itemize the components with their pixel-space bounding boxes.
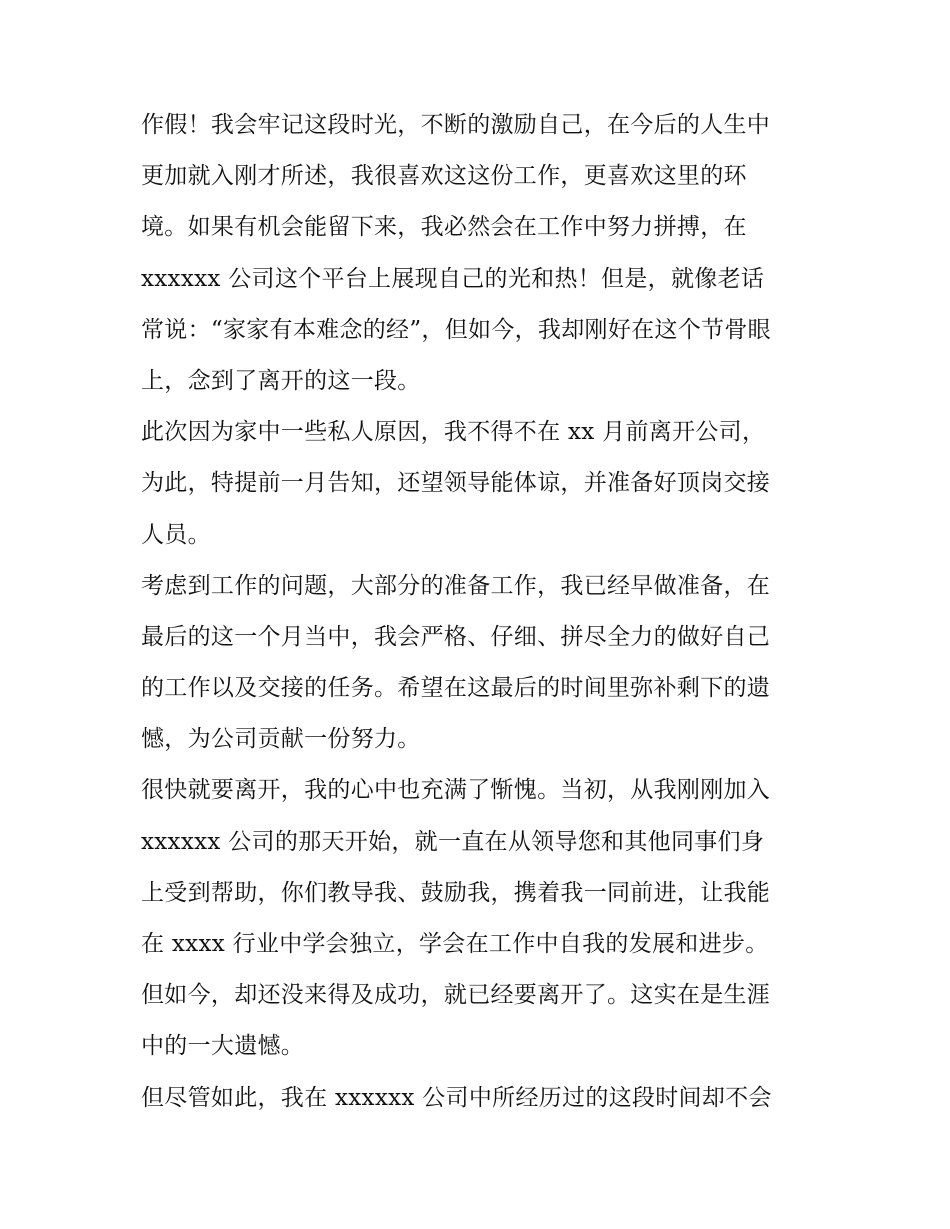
text-line-13: 憾，为公司贡献一份努力。 xyxy=(141,726,421,753)
text-line-2: 更加就入刚才所述，我很喜欢这这份工作，更喜欢这里的环 xyxy=(141,163,747,190)
text-line-3: 境。如果有机会能留下来，我必然会在工作中努力拼搏，在 xyxy=(141,214,747,241)
text-line-5: 常说：“家家有本难念的经”，但如今，我却刚好在这个节骨眼 xyxy=(141,316,771,343)
text-line-8: 为此，特提前一月告知，还望领导能体谅，并准备好顶岗交接 xyxy=(141,470,771,497)
text-line-11: 最后的这一个月当中，我会严格、仔细、拼尽全力的做好自己 xyxy=(141,623,771,650)
text-line-7: 此次因为家中一些私人原因，我不得不在 xx 月前离开公司， xyxy=(141,419,766,446)
text-line-6: 上，念到了离开的这一段。 xyxy=(141,367,421,394)
text-line-10: 考虑到工作的问题，大部分的准备工作，我已经早做准备，在 xyxy=(141,572,771,599)
text-line-16: 上受到帮助，你们教导我、鼓励我，携着我一同前进，让我能 xyxy=(141,879,771,906)
text-line-4: xxxxxx 公司这个平台上展现自己的光和热！但是，就像老话 xyxy=(141,265,765,292)
text-line-19: 中的一大遗憾。 xyxy=(141,1033,305,1060)
text-line-17: 在 xxxx 行业中学会独立，学会在工作中自我的发展和进步。 xyxy=(141,931,769,957)
text-line-14: 很快就要离开，我的心中也充满了惭愧。当初，从我刚刚加入 xyxy=(141,777,771,804)
text-line-9: 人员。 xyxy=(141,521,211,548)
text-line-20: 但尽管如此，我在 xxxxxx 公司中所经历过的这段时间却不会 xyxy=(141,1084,772,1111)
text-line-12: 的工作以及交接的任务。希望在这最后的时间里弥补剩下的遗 xyxy=(141,675,771,702)
text-line-1: 作假！我会牢记这段时光，不断的激励自己，在今后的人生中 xyxy=(141,112,771,138)
document-body xyxy=(141,100,821,1124)
text-line-15: xxxxxx 公司的那天开始，就一直在从领导您和其他同事们身 xyxy=(141,828,765,855)
text-line-18: 但如今，却还没来得及成功，就已经要离开了。这实在是生涯 xyxy=(141,982,771,1009)
